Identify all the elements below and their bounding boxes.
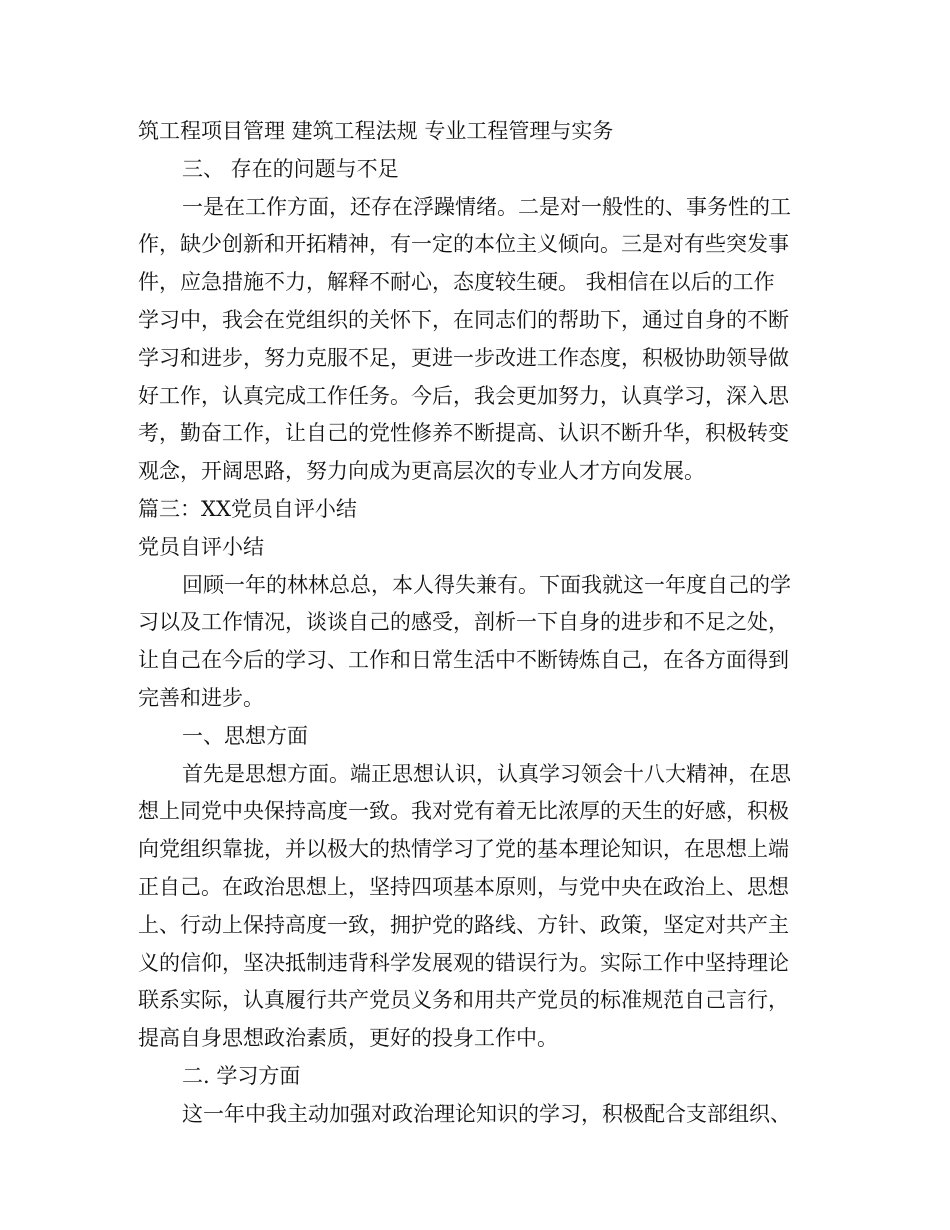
text-line: 党员自评小结 [138, 534, 264, 559]
text-line: 让自己在今后的学习、工作和日常生活中不断铸炼自己，在各方面得到 [138, 648, 789, 673]
text-line: 二. 学习方面 [182, 1063, 301, 1088]
text-line: 筑工程项目管理 建筑工程法规 专业工程管理与实务 [138, 119, 614, 143]
text-line: 向党组织靠拢，并以极大的热情学习了党的基本理论知识，在思想上端 [138, 837, 789, 862]
text-line: 正自己。在政治思想上，坚持四项基本原则，与党中央在政治上、思想 [138, 874, 789, 899]
text-line: 首先是思想方面。端正思想认识，认真学习领会十八大精神，在思 [182, 761, 791, 786]
text-line: 义的信仰，坚决抵制违背科学发展观的错误行为。实际工作中坚持理论 [138, 950, 789, 975]
text-line: 学习和进步，努力克服不足，更进一步改进工作态度，积极协助领导做 [138, 345, 789, 370]
text-line: 联系实际，认真履行共产党员义务和用共产党员的标准规范自己言行， [138, 988, 789, 1013]
text-line: 作，缺少创新和开拓精神，有一定的本位主义倾向。三是对有些突发事 [138, 232, 789, 257]
text-line: 考，勤奋工作，让自己的党性修养不断提高、认识不断升华，积极转变 [138, 421, 789, 446]
text-line: 一是在工作方面，还存在浮躁情绪。二是对一般性的、事务性的工 [182, 194, 791, 219]
text-line: 上、行动上保持高度一致，拥护党的路线、方针、政策，坚定对共产主 [138, 912, 789, 937]
text-line: 完善和进步。 [138, 685, 264, 710]
document-body [138, 113, 818, 1134]
text-line: 一、思想方面 [182, 723, 308, 748]
text-line: 这一年中我主动加强对政治理论知识的学习，积极配合支部组织、 [182, 1101, 791, 1126]
text-line: 篇三：XX党员自评小结 [138, 496, 357, 521]
text-line: 提高自身思想政治素质，更好的投身工作中。 [138, 1026, 558, 1051]
text-line: 三、 存在的问题与不足 [182, 156, 399, 181]
text-line: 习以及工作情况，谈谈自己的感受，剖析一下自身的进步和不足之处， [138, 610, 789, 635]
text-line: 好工作，认真完成工作任务。今后，我会更加努力，认真学习，深入思 [138, 383, 789, 408]
text-line: 观念，开阔思路，努力向成为更高层次的专业人才方向发展。 [138, 459, 705, 484]
text-line: 件，应急措施不力，解释不耐心，态度较生硬。 我相信在以后的工作 [138, 270, 775, 295]
text-line: 学习中，我会在党组织的关怀下，在同志们的帮助下，通过自身的不断 [138, 307, 789, 332]
text-line: 想上同党中央保持高度一致。我对党有着无比浓厚的天生的好感，积极 [138, 799, 789, 824]
text-line: 回顾一年的林林总总，本人得失兼有。下面我就这一年度自己的学 [182, 572, 791, 597]
